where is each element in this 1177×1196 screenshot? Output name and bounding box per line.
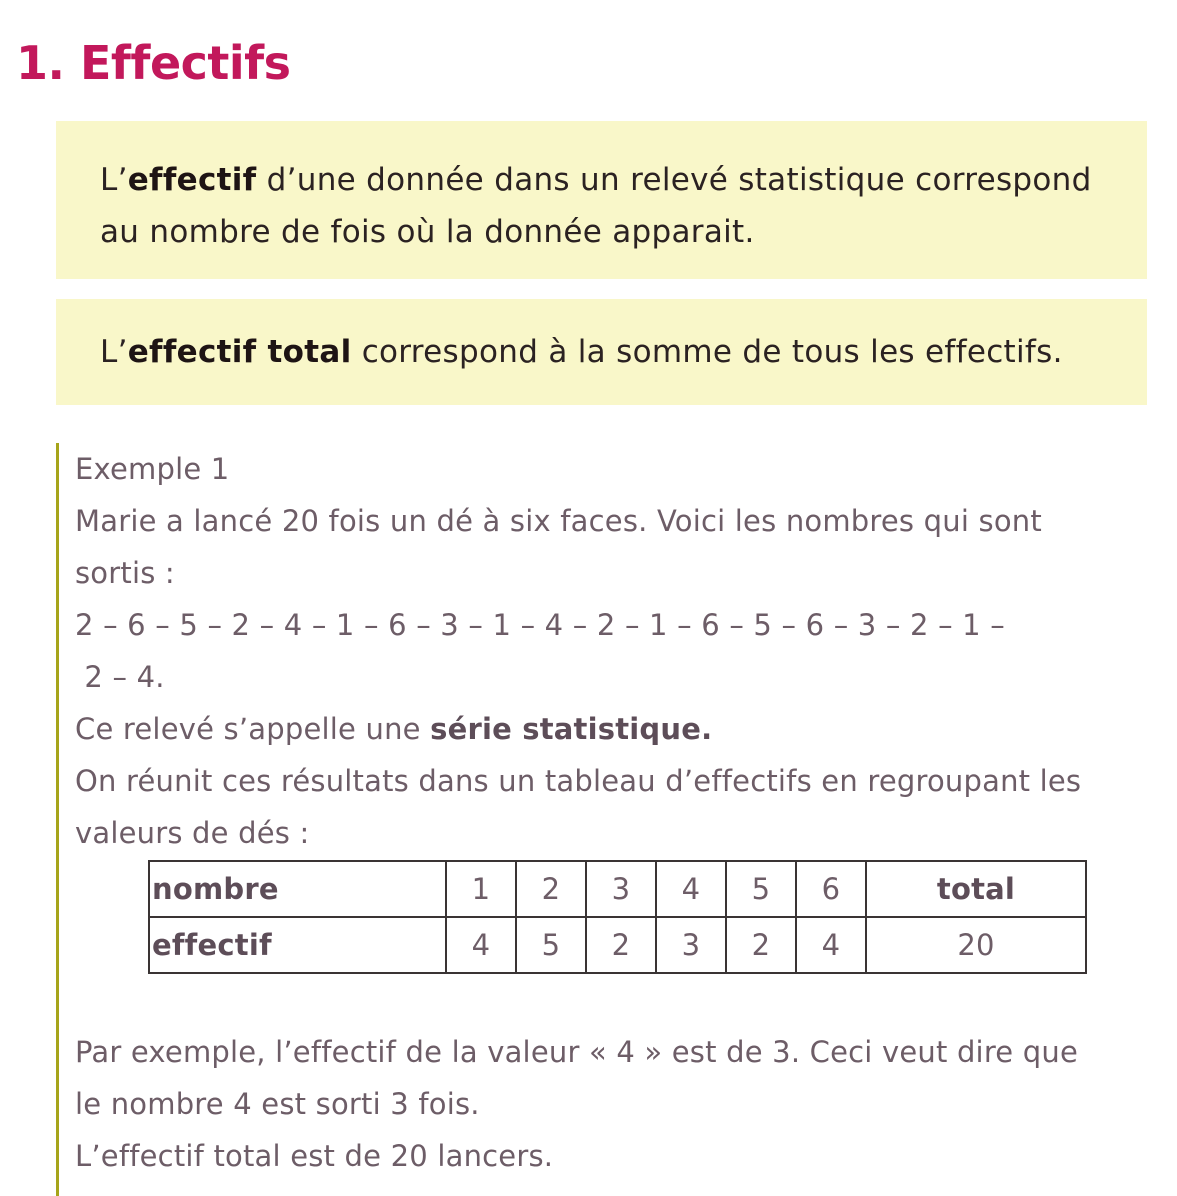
- releve-prefix: Ce relevé s’appelle une: [75, 712, 431, 746]
- term-effectif-total: effectif total: [127, 334, 352, 370]
- value-cell: 6: [796, 861, 866, 917]
- term-serie-statistique: série statistique.: [430, 712, 713, 746]
- definition-line-2: au nombre de fois où la donnée apparait.: [100, 214, 755, 250]
- explain-line-2: le nombre 4 est sorti 3 fois.: [75, 1087, 480, 1121]
- definition-box-effectif-total: [56, 299, 1147, 405]
- effectifs-table: [148, 860, 1087, 974]
- regroup-line-2: valeurs de dés :: [75, 816, 310, 850]
- value-cell: 1: [446, 861, 516, 917]
- example-intro-line-2: sortis :: [75, 556, 175, 590]
- count-cell: 2: [586, 917, 656, 973]
- row-header-nombre: nombre: [149, 861, 446, 917]
- example-block: [56, 443, 1147, 1196]
- table-row-effectif: [149, 917, 1086, 973]
- value-cell: 4: [656, 861, 726, 917]
- conclusion: L’effectif total est de 20 lancers.: [75, 1139, 554, 1173]
- example-label: Exemple 1: [75, 452, 230, 486]
- row-header-effectif: effectif: [149, 917, 446, 973]
- section-title: 1. Effectifs: [16, 36, 291, 90]
- definition-prefix: L’: [100, 162, 128, 198]
- value-cell: 5: [726, 861, 796, 917]
- value-cell: 3: [586, 861, 656, 917]
- total-value: 20: [866, 917, 1086, 973]
- count-cell: 2: [726, 917, 796, 973]
- total-header: total: [866, 861, 1086, 917]
- count-cell: 4: [796, 917, 866, 973]
- example-intro-line-1: Marie a lancé 20 fois un dé à six faces. Voici les nombres qui sont: [75, 504, 1042, 538]
- regroup-line-1: On réunit ces résultats dans un tableau d’effectifs en regroupant les: [75, 764, 1082, 798]
- definition-box-effectif: [56, 121, 1147, 279]
- series-line-2: 2 – 4.: [75, 660, 165, 694]
- count-cell: 5: [516, 917, 586, 973]
- term-effectif: effectif: [127, 162, 257, 198]
- count-cell: 3: [656, 917, 726, 973]
- definition-text: correspond à la somme de tous les effectifs.: [351, 334, 1063, 370]
- releve-sentence: [75, 703, 1147, 755]
- definition-line-1: [100, 154, 1103, 206]
- table-row-nombre: [149, 861, 1086, 917]
- definition-prefix: L’: [100, 334, 128, 370]
- value-cell: 2: [516, 861, 586, 917]
- explain-line-1: Par exemple, l’effectif de la valeur « 4 » est de 3. Ceci veut dire que: [75, 1035, 1078, 1069]
- count-cell: 4: [446, 917, 516, 973]
- series-line-1: 2 – 6 – 5 – 2 – 4 – 1 – 6 – 3 – 1 – 4 – 2 – 1 – 6 – 5 – 6 – 3 – 2 – 1 –: [75, 608, 1005, 642]
- definition-text: d’une donnée dans un relevé statistique correspond: [256, 162, 1092, 198]
- definition-line: [100, 326, 1103, 378]
